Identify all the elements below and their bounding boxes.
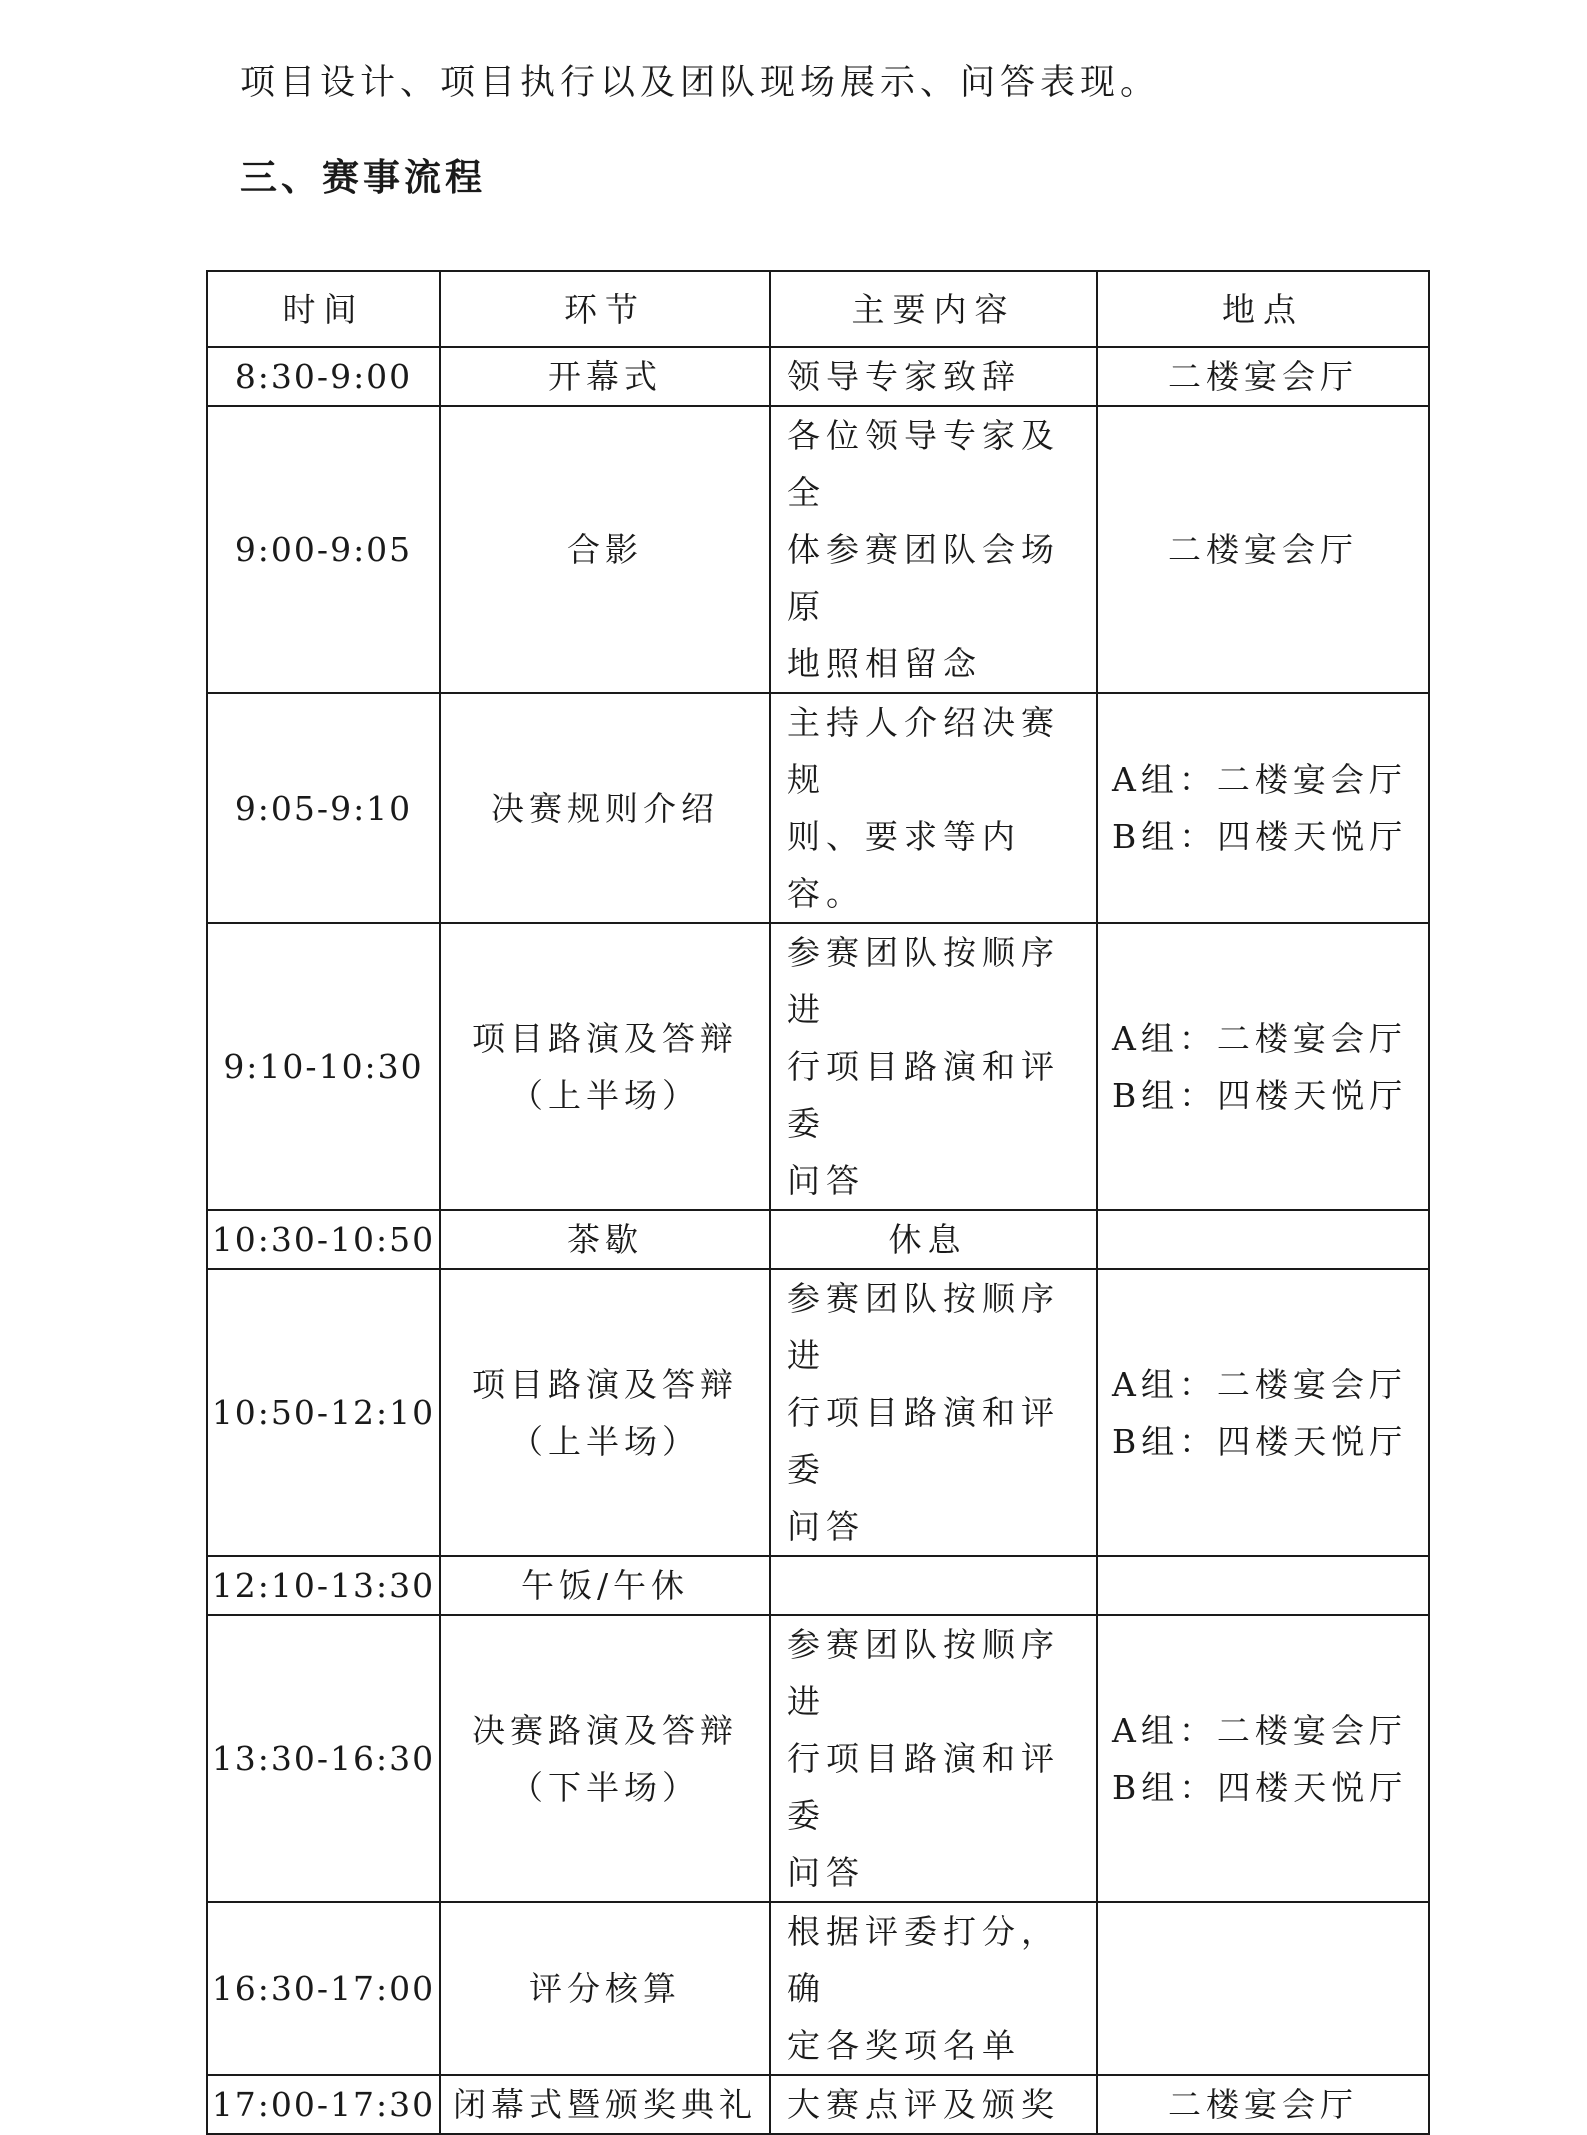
- cell-time: 17:00-17:30: [207, 2075, 440, 2134]
- cell-stage: [440, 1269, 770, 1556]
- cell-content: [770, 693, 1097, 923]
- cell-content-line: 问答: [787, 1161, 865, 1200]
- schedule-table: [206, 270, 1430, 2135]
- table-body: [207, 347, 1429, 2134]
- cell-content: [770, 1902, 1097, 2075]
- cell-place-line: A组：二楼宴会厅: [1112, 1018, 1407, 1058]
- header-stage: 环节: [440, 271, 770, 347]
- cell-place-line: 二楼宴会厅: [1168, 530, 1358, 569]
- cell-stage-line: 项目路演及答辩: [472, 1364, 738, 1404]
- cell-place-line: B组：四楼天悦厅: [1112, 1421, 1408, 1461]
- cell-stage-line: （上半场）: [510, 1075, 700, 1115]
- table-row: [207, 1902, 1429, 2075]
- cell-place-line: A组：二楼宴会厅: [1112, 1710, 1407, 1750]
- cell-content-line: 问答: [787, 1853, 865, 1892]
- cell-stage: [440, 693, 770, 923]
- cell-place-line: A组：二楼宴会厅: [1112, 1364, 1407, 1404]
- cell-place: [1097, 2075, 1429, 2134]
- cell-stage-line: 评分核算: [529, 1969, 681, 2008]
- cell-content-line: 则、要求等内容。: [787, 817, 1021, 913]
- cell-content-line: 行项目路演和评委: [787, 1739, 1060, 1835]
- cell-content-line: 行项目路演和评委: [787, 1393, 1060, 1489]
- table-row: [207, 1210, 1429, 1269]
- cell-content-line: 参赛团队按顺序进: [787, 1279, 1060, 1375]
- cell-place: [1097, 1615, 1429, 1902]
- cell-content: [770, 1210, 1097, 1269]
- cell-time: 10:50-12:10: [207, 1269, 440, 1556]
- cell-content: [770, 406, 1097, 693]
- cell-time: 16:30-17:00: [207, 1902, 440, 2075]
- header-place: 地点: [1097, 271, 1429, 347]
- cell-content-line: 地照相留念: [787, 644, 982, 683]
- header-content: 主要内容: [770, 271, 1097, 347]
- cell-stage: [440, 1556, 770, 1615]
- cell-content-line: 体参赛团队会场原: [787, 530, 1060, 626]
- cell-stage: [440, 1902, 770, 2075]
- cell-stage-line: 茶歇: [567, 1220, 643, 1259]
- table-row: [207, 1269, 1429, 1556]
- cell-content-line: 休息: [888, 1220, 967, 1259]
- cell-place: [1097, 1210, 1429, 1269]
- table-row: [207, 1556, 1429, 1615]
- cell-time: 9:05-9:10: [207, 693, 440, 923]
- cell-stage-line: 决赛路演及答辩: [472, 1710, 738, 1750]
- cell-time: 9:10-10:30: [207, 923, 440, 1210]
- cell-place-line: B组：四楼天悦厅: [1112, 1075, 1408, 1115]
- cell-stage: [440, 1210, 770, 1269]
- cell-time: 8:30-9:00: [207, 347, 440, 406]
- table-row: [207, 2075, 1429, 2134]
- cell-content-line: 行项目路演和评委: [787, 1047, 1060, 1143]
- cell-time: 13:30-16:30: [207, 1615, 440, 1902]
- cell-place: [1097, 693, 1429, 923]
- header-time: 时间: [207, 271, 440, 347]
- cell-stage: [440, 1615, 770, 1902]
- cell-time: 10:30-10:50: [207, 1210, 440, 1269]
- cell-content-line: 根据评委打分，确: [787, 1912, 1060, 2008]
- cell-content-line: 主持人介绍决赛规: [787, 703, 1060, 799]
- cell-place-line: B组：四楼天悦厅: [1112, 817, 1408, 856]
- cell-content: [770, 2075, 1097, 2134]
- cell-content-line: 参赛团队按顺序进: [787, 1625, 1060, 1721]
- cell-place: [1097, 1902, 1429, 2075]
- cell-place: [1097, 1556, 1429, 1615]
- cell-place: [1097, 923, 1429, 1210]
- table-header-row: [207, 271, 1429, 347]
- cell-place: [1097, 406, 1429, 693]
- cell-place: [1097, 347, 1429, 406]
- cell-content-line: 领导专家致辞: [787, 357, 1021, 396]
- cell-stage-line: （上半场）: [510, 1421, 700, 1461]
- cell-time: 12:10-13:30: [207, 1556, 440, 1615]
- cell-content: [770, 1556, 1097, 1615]
- cell-content-line: 各位领导专家及全: [787, 416, 1060, 512]
- cell-place-line: 二楼宴会厅: [1168, 357, 1358, 396]
- cell-content-line: 定各奖项名单: [787, 2026, 1021, 2065]
- table-row: [207, 693, 1429, 923]
- cell-content-line: 问答: [787, 1507, 865, 1546]
- table-row: [207, 406, 1429, 693]
- cell-stage: [440, 923, 770, 1210]
- cell-place-line: B组：四楼天悦厅: [1112, 1767, 1408, 1807]
- cell-place: [1097, 1269, 1429, 1556]
- cell-stage-line: （下半场）: [510, 1767, 700, 1807]
- intro-paragraph: 项目设计、项目执行以及团队现场展示、问答表现。: [240, 63, 1161, 103]
- cell-place-line: 二楼宴会厅: [1168, 2085, 1358, 2124]
- cell-content: [770, 347, 1097, 406]
- table-row: [207, 1615, 1429, 1902]
- cell-stage: [440, 347, 770, 406]
- cell-stage-line: 决赛规则介绍: [491, 788, 719, 828]
- table-row: [207, 347, 1429, 406]
- cell-stage-line: 开幕式: [548, 357, 662, 396]
- cell-stage-line: 合影: [567, 530, 643, 569]
- cell-stage: [440, 406, 770, 693]
- cell-stage: [440, 2075, 770, 2134]
- cell-time: 9:00-9:05: [207, 406, 440, 693]
- cell-content: [770, 923, 1097, 1210]
- section-heading: 三、赛事流程: [240, 156, 486, 199]
- cell-stage-line: 项目路演及答辩: [472, 1018, 738, 1058]
- cell-stage-line: 闭幕式暨颁奖典礼: [453, 2085, 757, 2124]
- cell-content-line: 大赛点评及颁奖: [787, 2085, 1060, 2124]
- cell-content: [770, 1615, 1097, 1902]
- cell-content: [770, 1269, 1097, 1556]
- cell-content-line: 参赛团队按顺序进: [787, 933, 1060, 1029]
- cell-place-line: A组：二楼宴会厅: [1112, 760, 1407, 799]
- table-row: [207, 923, 1429, 1210]
- cell-stage-line: 午饭/午休: [520, 1566, 690, 1605]
